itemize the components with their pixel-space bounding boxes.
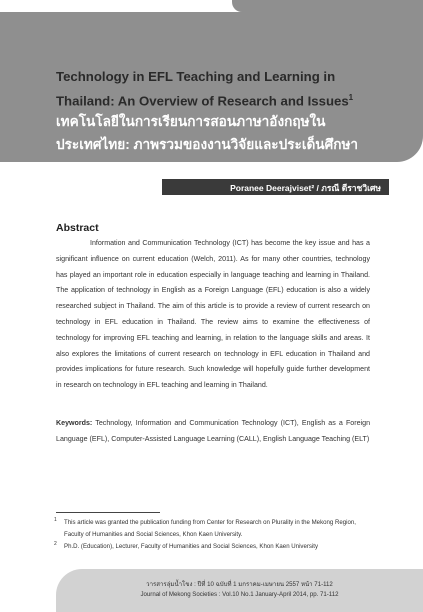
footnote-2-mark: 2 xyxy=(54,541,57,547)
keywords-label: Keywords: xyxy=(56,419,93,427)
author-names: Poranee Deerajviset² / ภรณี ดีราชวิเศษ xyxy=(230,183,381,193)
title-english-line2: Thailand: An Overview of Research and Issues xyxy=(56,93,349,109)
footnote-1 xyxy=(56,517,370,541)
keywords xyxy=(56,416,370,448)
footnote-1-text: This article was granted the publication funding from Center for Research on Plurality in the Mekong Region, Faculty of Humanities and Social Sciences, Khon Kaen University. xyxy=(64,519,356,538)
title-footnote-mark: 1 xyxy=(348,93,354,102)
abstract-heading: Abstract xyxy=(56,222,99,234)
title-english-line1: Technology in EFL Teaching and Learning in xyxy=(56,69,336,84)
title-thai xyxy=(56,110,416,156)
journal-citation-thai: วารสารลุ่มน้ำโขง : ปีที่ 10 ฉบับที่ 1 มกราคม-เมษายน 2557 หน้า 71-112 xyxy=(146,581,333,588)
footnote-2 xyxy=(56,541,370,553)
journal-footer xyxy=(56,569,423,612)
title-thai-line2: ประเทศไทย: ภาพรวมของงานวิจัยและประเด็นศึกษา xyxy=(56,137,359,152)
footnote-1-mark: 1 xyxy=(54,517,57,523)
footnote-2-text: Ph.D. (Education), Lecturer, Faculty of Humanities and Social Sciences, Khon Kaen University xyxy=(64,543,319,550)
author-bar xyxy=(162,179,389,195)
journal-citation-english: Journal of Mekong Societies : Vol.10 No.1 January-April 2014, pp. 71-112 xyxy=(140,591,339,598)
title-english xyxy=(56,66,396,111)
header-tab xyxy=(232,0,423,12)
title-thai-line1: เทคโนโลยีในการเรียนการสอนภาษาอังกฤษใน xyxy=(56,114,326,129)
footnote-divider xyxy=(56,512,160,513)
abstract-body: Information and Communication Technology (ICT) has become the key issue and has a significant influence on current education (Welch, 2011). As for many other countries, technology has played an important role in education especially in language teaching and learning in Thailand. The application of technology in English as a Foreign Language (EFL) education is also a widely researched subject in Thailand. The aim of this article is to provide a review of current research on technology in EFL education in Thailand. The review aims to examine the effectiveness of technology for improving EFL teaching and learning, in relation to the language skills and areas. It also explores the limitations of current research on technology in EFL education in Thailand and provides implications for future research. Such knowledge will hopefully guide further development in research on technology in EFL teaching and learning in Thailand. xyxy=(56,239,370,390)
keywords-text: Technology, Information and Communication Technology (ICT), English as a Foreign Language (EFL), Computer-Assisted Language Learning (CALL), English Language Teaching (ELT) xyxy=(56,419,371,443)
